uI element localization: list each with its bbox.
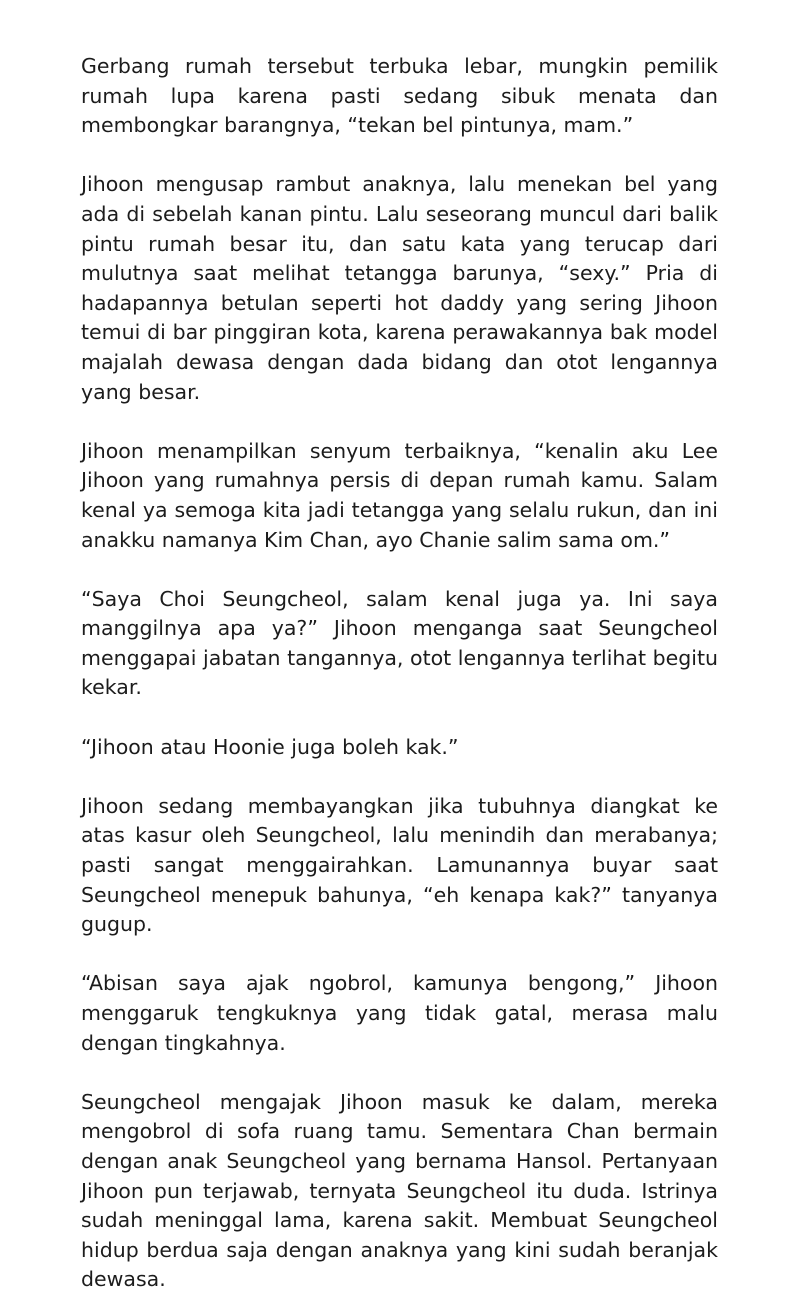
paragraph: “Jihoon atau Hoonie juga boleh kak.”: [81, 734, 459, 759]
paragraph: Seungcheol mengajak Jihoon masuk ke dalam, mereka mengobrol di sofa ruang tamu. Sementara Chan bermain dengan anak Seungcheol yang bernama Hansol. Pertanyaan Jihoon pun terjawab, ternyata Seungcheol itu duda. Istrinya sudah meninggal lama, karena sakit. Membuat Seungcheol hidup berdua saja dengan anaknya yang kini sudah beranjak dewasa.: [81, 1089, 718, 1292]
document-page: [81, 52, 718, 1295]
paragraph: Jihoon sedang membayangkan jika tubuhnya diangkat ke atas kasur oleh Seungcheol, lalu menindih dan merabanya; pasti sangat menggairahkan. Lamunannya buyar saat Seungcheol menepuk bahunya, “eh kenapa kak?” tanyanya gugup.: [81, 793, 718, 937]
paragraph: “Saya Choi Seungcheol, salam kenal juga ya. Ini saya manggilnya apa ya?” Jihoon menganga saat Seungcheol menggapai jabatan tangannya, otot lengannya terlihat begitu kekar.: [81, 586, 718, 700]
paragraph: Jihoon mengusap rambut anaknya, lalu menekan bel yang ada di sebelah kanan pintu. Lalu seseorang muncul dari balik pintu rumah besar itu, dan satu kata yang terucap dari mulutnya saat melihat tetangga barunya, “sexy.” Pria di hadapannya betulan seperti hot daddy yang sering Jihoon temui di bar pinggiran kota, karena perawakannya bak model majalah dewasa dengan dada bidang dan otot lengannya yang besar.: [81, 172, 718, 404]
paragraph: Gerbang rumah tersebut terbuka lebar, mungkin pemilik rumah lupa karena pasti sedang sibuk menata dan membongkar barangnya, “tekan bel pintunya, mam.”: [81, 54, 718, 138]
paragraph: Jihoon menampilkan senyum terbaiknya, “kenalin aku Lee Jihoon yang rumahnya persis di depan rumah kamu. Salam kenal ya semoga kita jadi tetangga yang selalu rukun, dan ini anakku namanya Kim Chan, ayo Chanie salim sama om.”: [81, 438, 718, 552]
paragraph: “Abisan saya ajak ngobrol, kamunya bengong,” Jihoon menggaruk tengkuknya yang tidak gatal, merasa malu dengan tingkahnya.: [81, 971, 718, 1055]
